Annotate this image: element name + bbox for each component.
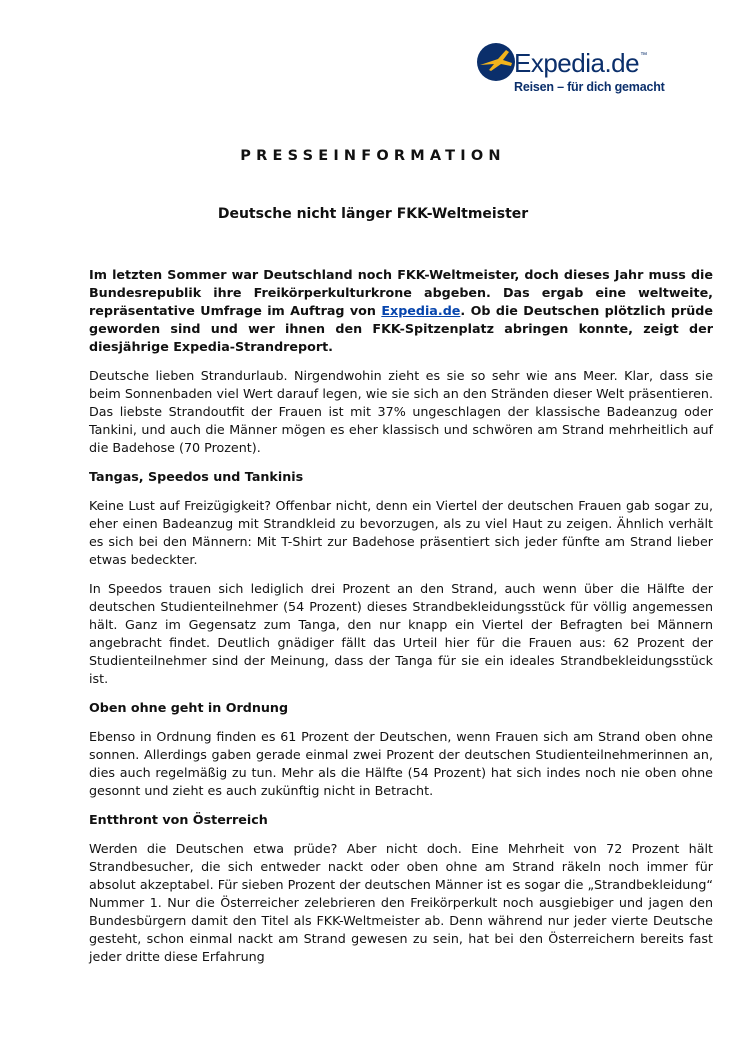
logo-wordmark: Expedia.de™: [514, 48, 647, 78]
paragraph-speedos: In Speedos trauen sich lediglich drei Prozent an den Strand, auch wenn über die Hälfte der deutschen Studienteilnehmer (54 Prozent) dieses Strandbekleidungsstück für völlig angemessen hält. Ganz im Gegensatz zum Tanga, den nur knapp ein Viertel der Befragten bei Männern angebracht findet. Deutlich gnädiger fällt das Urteil hier für die Frauen aus: 62 Prozent der Studienteilnehmer sind der Meinung, dass der Tanga für sie ein ideales Strandbekleidungsstück ist.: [89, 581, 713, 686]
paragraph-oesterreich: Werden die Deutschen etwa prüde? Aber nicht doch. Eine Mehrheit von 72 Prozent hält Strandbesucher, die sich entweder nackt oder oben ohne am Strand räkeln noch immer für absolut akzeptabel. Für sieben Prozent der deutschen Männer ist es sogar die „Strandbekleidung“ Nummer 1. Nur die Österreicher zelebrieren den Freikörperkult noch ausgiebiger und jagen den Bundesbürgern damit den Titel als FKK-Weltmeister ab. Denn während nur jeder vierte Deutsche gesteht, schon einmal nackt am Strand gewesen zu sein, hat bei den Österreichern bereits fast jeder dritte diese Erfahrung: [89, 841, 713, 964]
paragraph-oben-ohne: Ebenso in Ordnung finden es 61 Prozent der Deutschen, wenn Frauen sich am Strand oben ohne sonnen. Allerdings gaben gerade einmal zwei Prozent der deutschen Studienteilnehmerinnen an, dies auch regelmäßig zu tun. Mehr als die Hälfte (54 Prozent) hat sich indes noch nie oben ohne gesonnt und zieht es auch zukünftig nicht in Betracht.: [89, 729, 713, 798]
paragraph-intro: Deutsche lieben Strandurlaub. Nirgendwohin zieht es sie so sehr wie ans Meer. Klar, dass sie beim Sonnenbaden viel Wert darauf legen, wie sie sich an den Stränden dieser Welt präsentieren. Das liebste Strandoutfit der Frauen ist mit 37% ungeschlagen der klassische Badeanzug oder Tankini, und auch die Männer mögen es eher klassisch und schwören am Strand mehrheitlich auf die Badehose (70 Prozent).: [89, 368, 713, 455]
expedia-logo: [476, 42, 666, 100]
section-heading-tangas: Tangas, Speedos und Tankinis: [89, 469, 304, 484]
document-label: PRESSEINFORMATION: [240, 148, 506, 164]
expedia-link[interactable]: Expedia.de: [381, 303, 461, 318]
document-title: Deutsche nicht länger FKK-Weltmeister: [217, 206, 529, 222]
section-heading-oben-ohne: Oben ohne geht in Ordnung: [89, 700, 289, 715]
globe-plane-icon: [476, 42, 516, 82]
lead-paragraph: Im letzten Sommer war Deutschland noch FKK-Weltmeister, doch dieses Jahr muss die Bundesrepublik ihre Freikörperkulturkrone abgeben. Das ergab eine weltweite, repräsentative Umfrage im Auftrag von Expedia.de. Ob die Deutschen plötzlich prüde geworden sind und wer ihnen den FKK-Spitzenplatz abringen konnte, zeigt der diesjährige Expedia-Strandreport.: [89, 267, 713, 354]
paragraph-freizuegigkeit: Keine Lust auf Freizügigkeit? Offenbar nicht, denn ein Viertel der deutschen Frauen gab sogar zu, eher einen Badeanzug mit Strandkleid zu bevorzugen, als zu viel Haut zu zeigen. Ähnlich verhält es sich bei den Männern: Mit T-Shirt zur Badehose präsentiert sich jeder fünfte am Strand lieber etwas bedeckter.: [89, 498, 713, 567]
section-heading-oesterreich: Entthront von Österreich: [89, 812, 268, 827]
logo-tagline: Reisen – für dich gemacht: [514, 80, 665, 94]
document-body: [89, 266, 713, 977]
